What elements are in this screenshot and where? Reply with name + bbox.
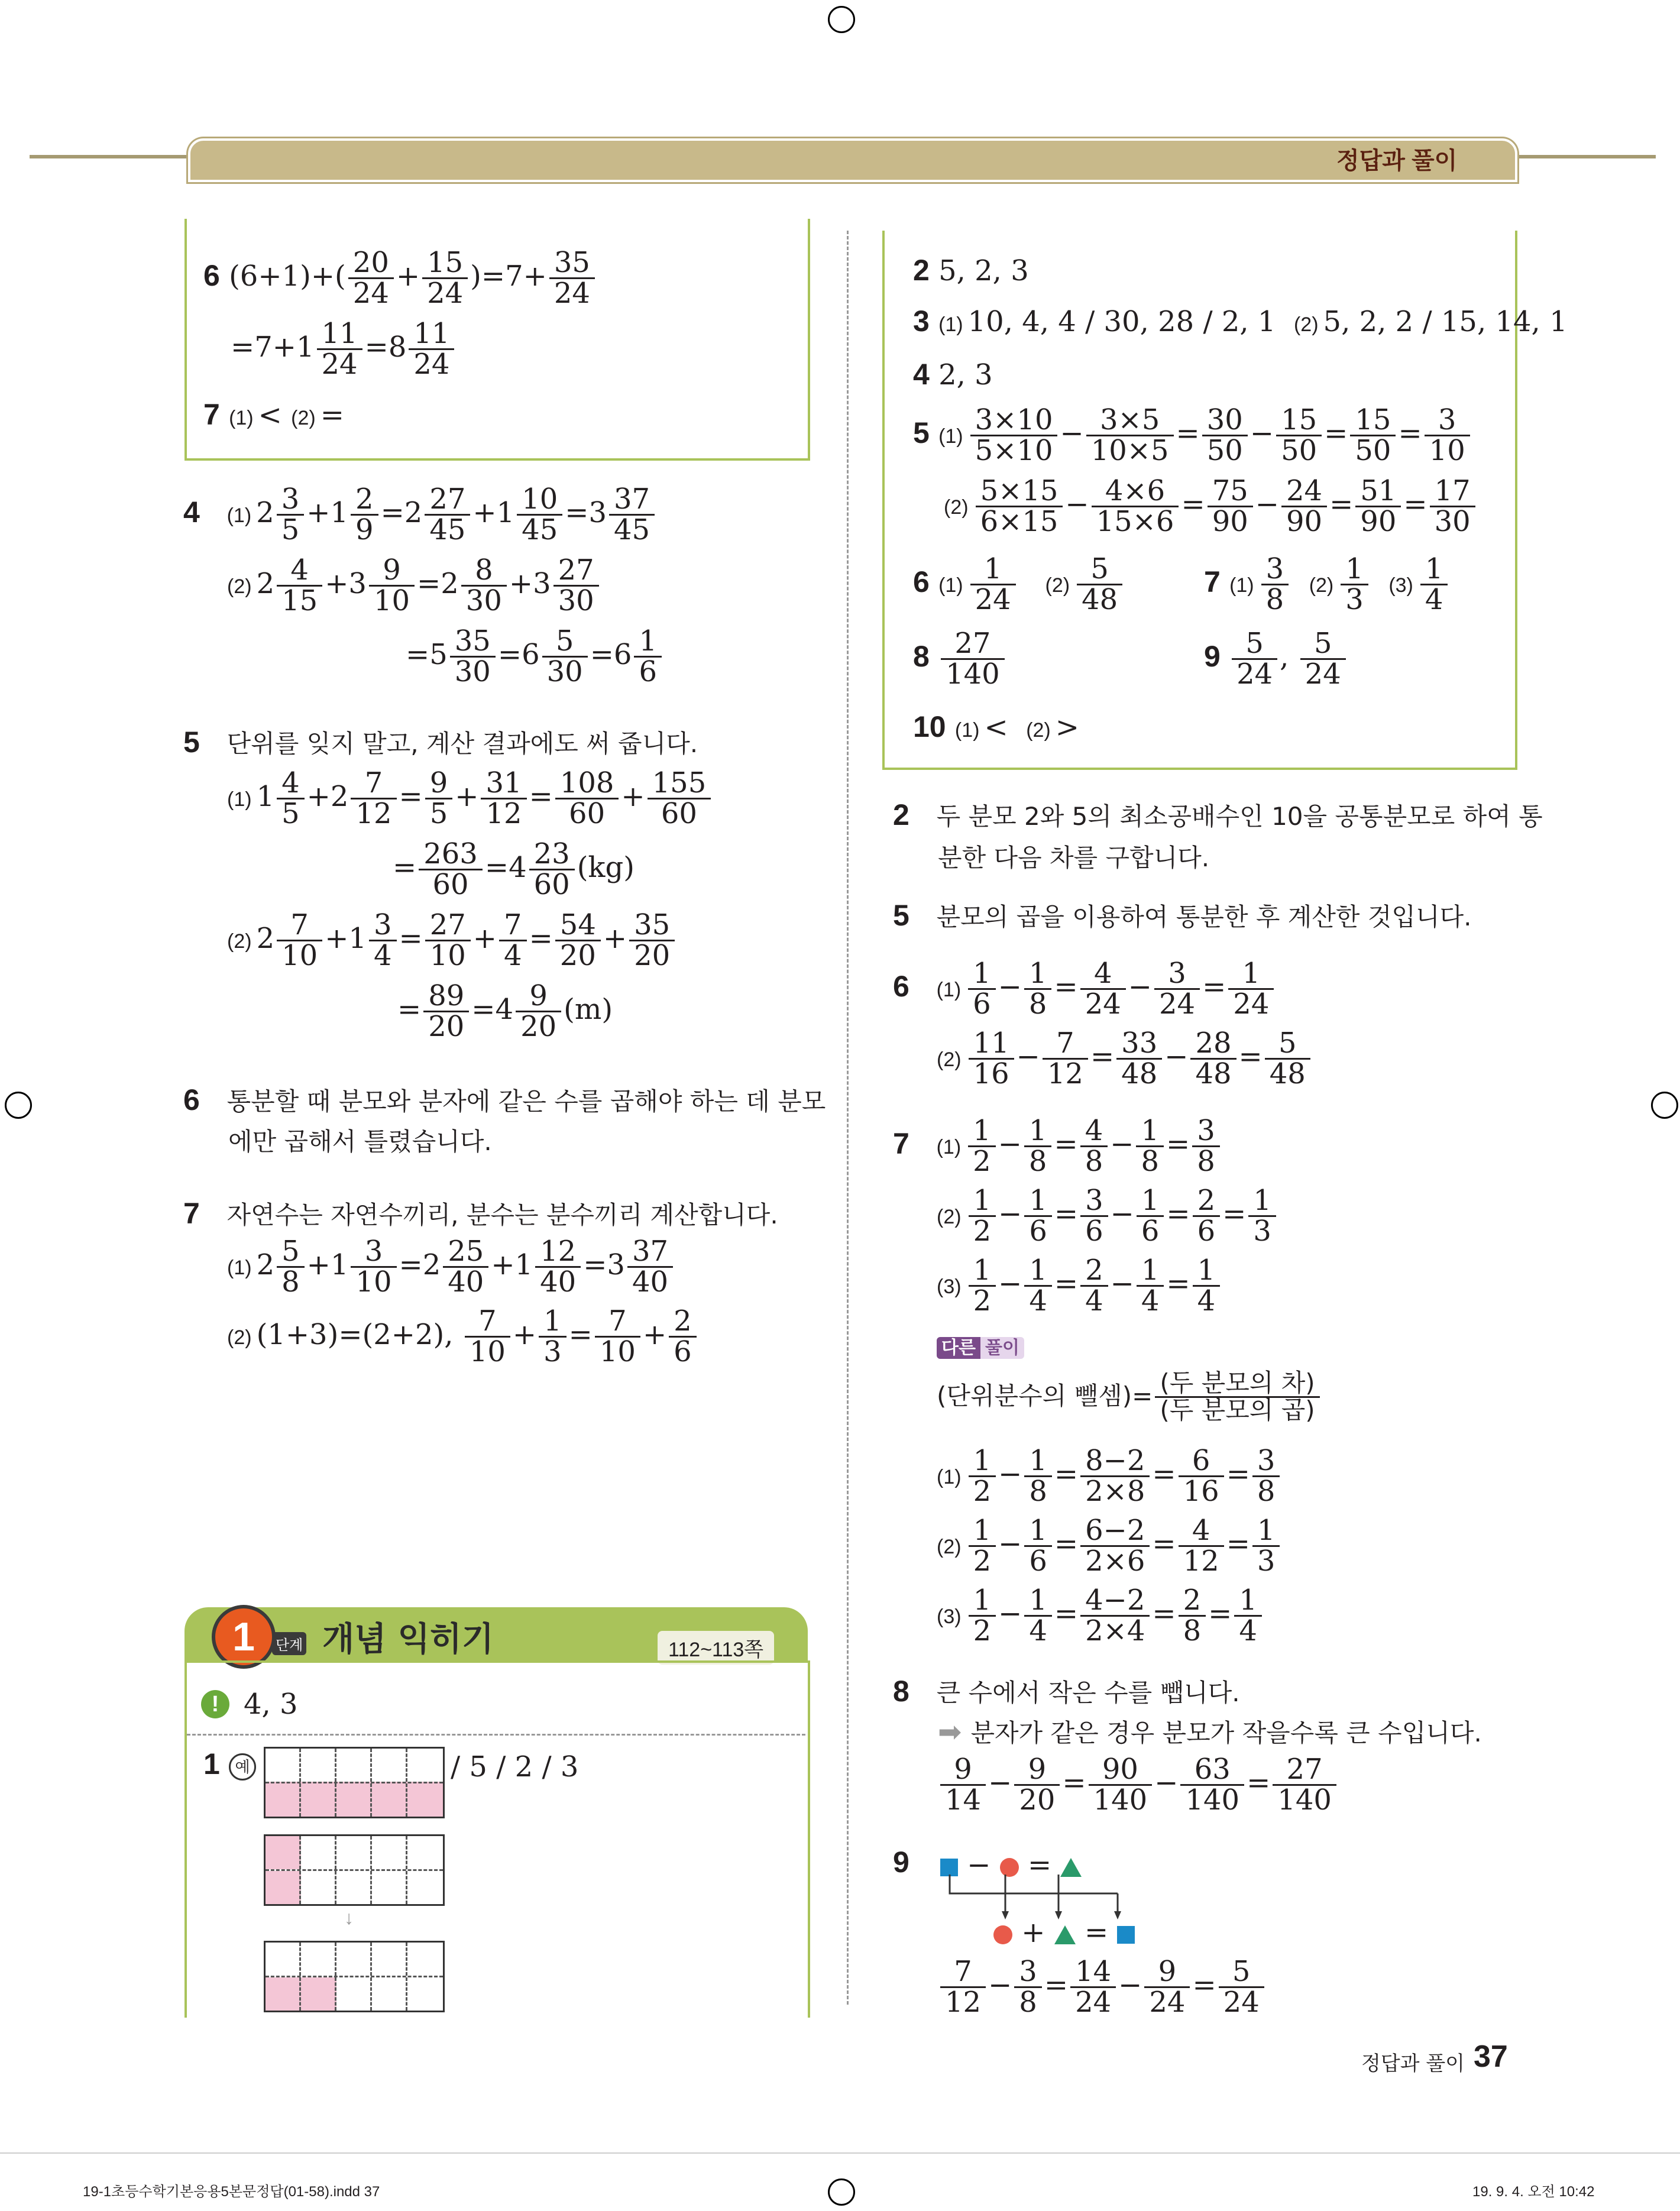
e8-text1: 8 큰 수에서 작은 수를 뺍니다.	[893, 1675, 1240, 1708]
e2-text2: 분한 다음 차를 구합니다.	[938, 843, 1210, 872]
circle-icon	[993, 1925, 1012, 1944]
left-q5-line2: = $\frac{263}{60}$ =4 $\frac{23}{60}$ (kg)	[393, 837, 635, 901]
e7-formula: (단위분수의 뺄셈)= $\frac{\text{(두 분모의 차)}}{\text{(두 분모의 곱)}}$	[937, 1371, 1322, 1423]
e7-alt2: (2) $\frac{1}{2}$ − $\frac{1}{6}$ = $\frac{6-2}{2\times 6}$ = $\frac{4}{12}$ = $\frac{1}{3}$	[937, 1516, 1282, 1576]
header-line-left	[30, 155, 189, 158]
e7-alt3: (3) $\frac{1}{2}$ − $\frac{1}{4}$ = $\frac{4-2}{2\times 4}$ = $\frac{2}{8}$ = $\frac{1}{4}$	[937, 1586, 1264, 1646]
fraction-grid-2	[264, 1834, 445, 1906]
other-solution-badge: 다른 풀이	[937, 1333, 1024, 1359]
e8-calc: $\frac{9}{14}$ − $\frac{9}{20}$ = $\frac{90}{140}$ − $\frac{63}{140}$ = $\frac{27}{140}$	[938, 1755, 1339, 1815]
stage-dashed-separator	[187, 1734, 805, 1736]
e6-line1: 6 (1) $\frac{1}{6}$ − $\frac{1}{8}$ = $\frac{4}{24}$ − $\frac{3}{24}$ = $\frac{1}{24}$	[893, 959, 1276, 1019]
left-q7-line1: (1) 2 $\frac{5}{8}$ +1 $\frac{3}{10}$ =2 $\frac{25}{40}$ +1 $\frac{12}{40}$ =3 $\frac{37}{40}$	[227, 1237, 675, 1297]
e2-text1: 2 두 분모 2와 5의 최소공배수인 10을 공통분모로 하여 통	[893, 798, 1543, 831]
check-answer: 4, 3	[244, 1688, 298, 1721]
check-icon: !	[201, 1690, 229, 1718]
e9-num: 9	[893, 1846, 909, 1879]
e8-text2: ➡ 분자가 같은 경우 분모가 작을수록 큰 수입니다.	[938, 1715, 1482, 1749]
left-q7-text: 7 자연수는 자연수끼리, 분수는 분수끼리 계산합니다.	[183, 1197, 778, 1230]
registration-mark-icon	[1651, 1092, 1678, 1119]
e5-text: 5 분모의 곱을 이용하여 통분한 후 계산한 것입니다.	[893, 899, 1472, 932]
column-divider	[847, 231, 849, 2005]
left-q5-text: 5 단위를 잊지 말고, 계산 결과에도 써 줍니다.	[183, 726, 698, 759]
left-q4-line3: =5 $\frac{35}{30}$ =6 $\frac{5}{30}$ =6 $\frac{1}{6}$	[406, 627, 664, 687]
left-q5-line4: = $\frac{89}{20}$ =4 $\frac{9}{20}$ (m)	[397, 979, 613, 1043]
left-q4-line2: (2) 2 $\frac{4}{15}$ +3 $\frac{9}{10}$ =2 $\frac{8}{30}$ +3 $\frac{27}{30}$	[227, 556, 601, 616]
question-number: 6	[203, 258, 220, 292]
footer-timestamp: 19. 9. 4. 오전 10:42	[1472, 2184, 1595, 2200]
e7-line2: (2) $\frac{1}{2}$ − $\frac{1}{6}$ = $\frac{3}{6}$ − $\frac{1}{6}$ = $\frac{2}{6}$ = $\frac{1}{3}$	[937, 1186, 1278, 1246]
e9-shapes-row2: + =	[993, 1916, 1135, 1949]
fraction-grid-1	[264, 1747, 445, 1818]
header-bar	[188, 138, 1517, 182]
stage-title: 개념 익히기	[322, 1620, 494, 1659]
r-q6: 6 (1) $\frac{1}{24}$ (2) $\frac{5}{48}$	[913, 555, 1125, 614]
r-q7: 7 (1) $\frac{3}{8}$ (2) $\frac{1}{3}$ (3) $\frac{1}{4}$	[1204, 555, 1450, 614]
arrow-right-icon: ➡	[938, 1715, 962, 1749]
e7-line1: 7 (1) $\frac{1}{2}$ − $\frac{1}{8}$ = $\frac{4}{8}$ − $\frac{1}{8}$ = $\frac{3}{8}$	[893, 1116, 1222, 1176]
stage-pages: 112~113쪽	[658, 1631, 774, 1665]
triangle-icon	[1054, 1925, 1076, 1944]
square-icon	[1117, 1926, 1135, 1944]
e6-line2: (2) $\frac{11}{16}$ − $\frac{7}{12}$ = $\frac{33}{48}$ − $\frac{28}{48}$ = $\frac{5}{48}$	[937, 1029, 1313, 1089]
stage-tag: 단계	[272, 1632, 306, 1655]
q6-line1: 6 (6+1)+( $\frac{20}{24}$ + $\frac{15}{24}$ )=7+ $\frac{35}{24}$	[203, 248, 597, 308]
e9-arrows	[940, 1875, 1135, 1922]
footer-label: 정답과 풀이	[1361, 2052, 1465, 2076]
r-q4: 4 2, 3	[913, 358, 993, 391]
arrow-down-icon: ↓	[344, 1907, 354, 1928]
e7-alt1: (1) $\frac{1}{2}$ − $\frac{1}{8}$ = $\frac{8-2}{2\times 8}$ = $\frac{6}{16}$ = $\frac{3}{8}$	[937, 1446, 1282, 1506]
header-line-right	[1514, 155, 1656, 158]
header-title: 정답과 풀이	[1336, 148, 1458, 174]
e7-line3: (3) $\frac{1}{2}$ − $\frac{1}{4}$ = $\frac{2}{4}$ − $\frac{1}{4}$ = $\frac{1}{4}$	[937, 1256, 1222, 1316]
fraction-grid-3	[264, 1941, 445, 2012]
left-q7-line2: (2) (1+3)=(2+2), $\frac{7}{10}$ + $\frac{1}{3}$ = $\frac{7}{10}$ + $\frac{2}{6}$	[227, 1307, 699, 1367]
page-number: 37	[1474, 2040, 1508, 2074]
triangle-icon	[1060, 1858, 1082, 1877]
square-icon	[940, 1859, 958, 1876]
registration-mark-icon	[828, 6, 855, 33]
r-q5-line2: (2) $\frac{5\times 15}{6\times 15}$ − $\frac{4\times 6}{15\times 6}$ = $\frac{75}{90}$ − $\frac{24}{90}$ = $\frac{51}{90}$ = $\frac{17}{30}$	[944, 477, 1478, 536]
left-q6-text2: 에만 곱해서 틀렸습니다.	[228, 1127, 492, 1156]
footer-file: 19-1초등수학기본응용5본문정답(01-58).indd 37	[83, 2184, 380, 2200]
r-q10: 10 (1) < (2) >	[913, 710, 1079, 744]
left-q5-line1: (1) 1 $\frac{4}{5}$ +2 $\frac{7}{12}$ = $\frac{9}{5}$ + $\frac{31}{12}$ = $\frac{108}{60}$ + $\frac{155}{60}$	[227, 769, 713, 828]
circle-icon	[1000, 1858, 1019, 1877]
left-q6-text1: 6 통분할 때 분모와 분자에 같은 수를 곱해야 하는 데 분모	[183, 1083, 826, 1116]
r-q9: 9 $\frac{5}{24}$ , $\frac{5}{24}$	[1204, 629, 1348, 689]
registration-mark-icon	[828, 2178, 855, 2206]
stage-q1: 1 예	[203, 1747, 256, 1781]
r-q2: 2 5, 2, 3	[913, 254, 1029, 287]
r-q3: 3 (1) 10, 4, 4 / 30, 28 / 2, 1 (2) 5, 2, 2 / 15, 14, 1	[913, 305, 1568, 338]
left-q4-line1: 4 (1) 2 $\frac{3}{5}$ +1 $\frac{2}{9}$ =2 $\frac{27}{45}$ +1 $\frac{10}{45}$ =3 $\frac{37}{45}$	[183, 485, 657, 545]
footer-slug-line	[0, 2152, 1680, 2154]
left-q5-line3: (2) 2 $\frac{7}{10}$ +1 $\frac{3}{4}$ = $\frac{27}{10}$ + $\frac{7}{4}$ = $\frac{54}{20}$ + $\frac{35}{20}$	[227, 911, 677, 970]
e9-shapes-row1: − =	[940, 1849, 1082, 1882]
r-q8: 8 $\frac{27}{140}$	[913, 629, 1007, 689]
q7-line: 7 (1) < (2) =	[203, 398, 344, 432]
e9-calc: $\frac{7}{12}$ − $\frac{3}{8}$ = $\frac{14}{24}$ − $\frac{9}{24}$ = $\frac{5}{24}$	[938, 1957, 1267, 2017]
stage-number-badge: 1	[212, 1605, 276, 1669]
stage-q1-answer: / 5 / 2 / 3	[451, 1750, 579, 1783]
r-q5-line1: 5 (1) $\frac{3\times 10}{5\times 10}$ − $\frac{3\times 5}{10\times 5}$ = $\frac{30}{50}$ − $\frac{15}{50}$ = $\frac{15}{50}$ = $\frac{3}{10}$	[913, 406, 1472, 465]
q6-line2: =7+1 $\frac{11}{24}$ =8 $\frac{11}{24}$	[231, 319, 457, 379]
registration-mark-icon	[5, 1092, 32, 1119]
